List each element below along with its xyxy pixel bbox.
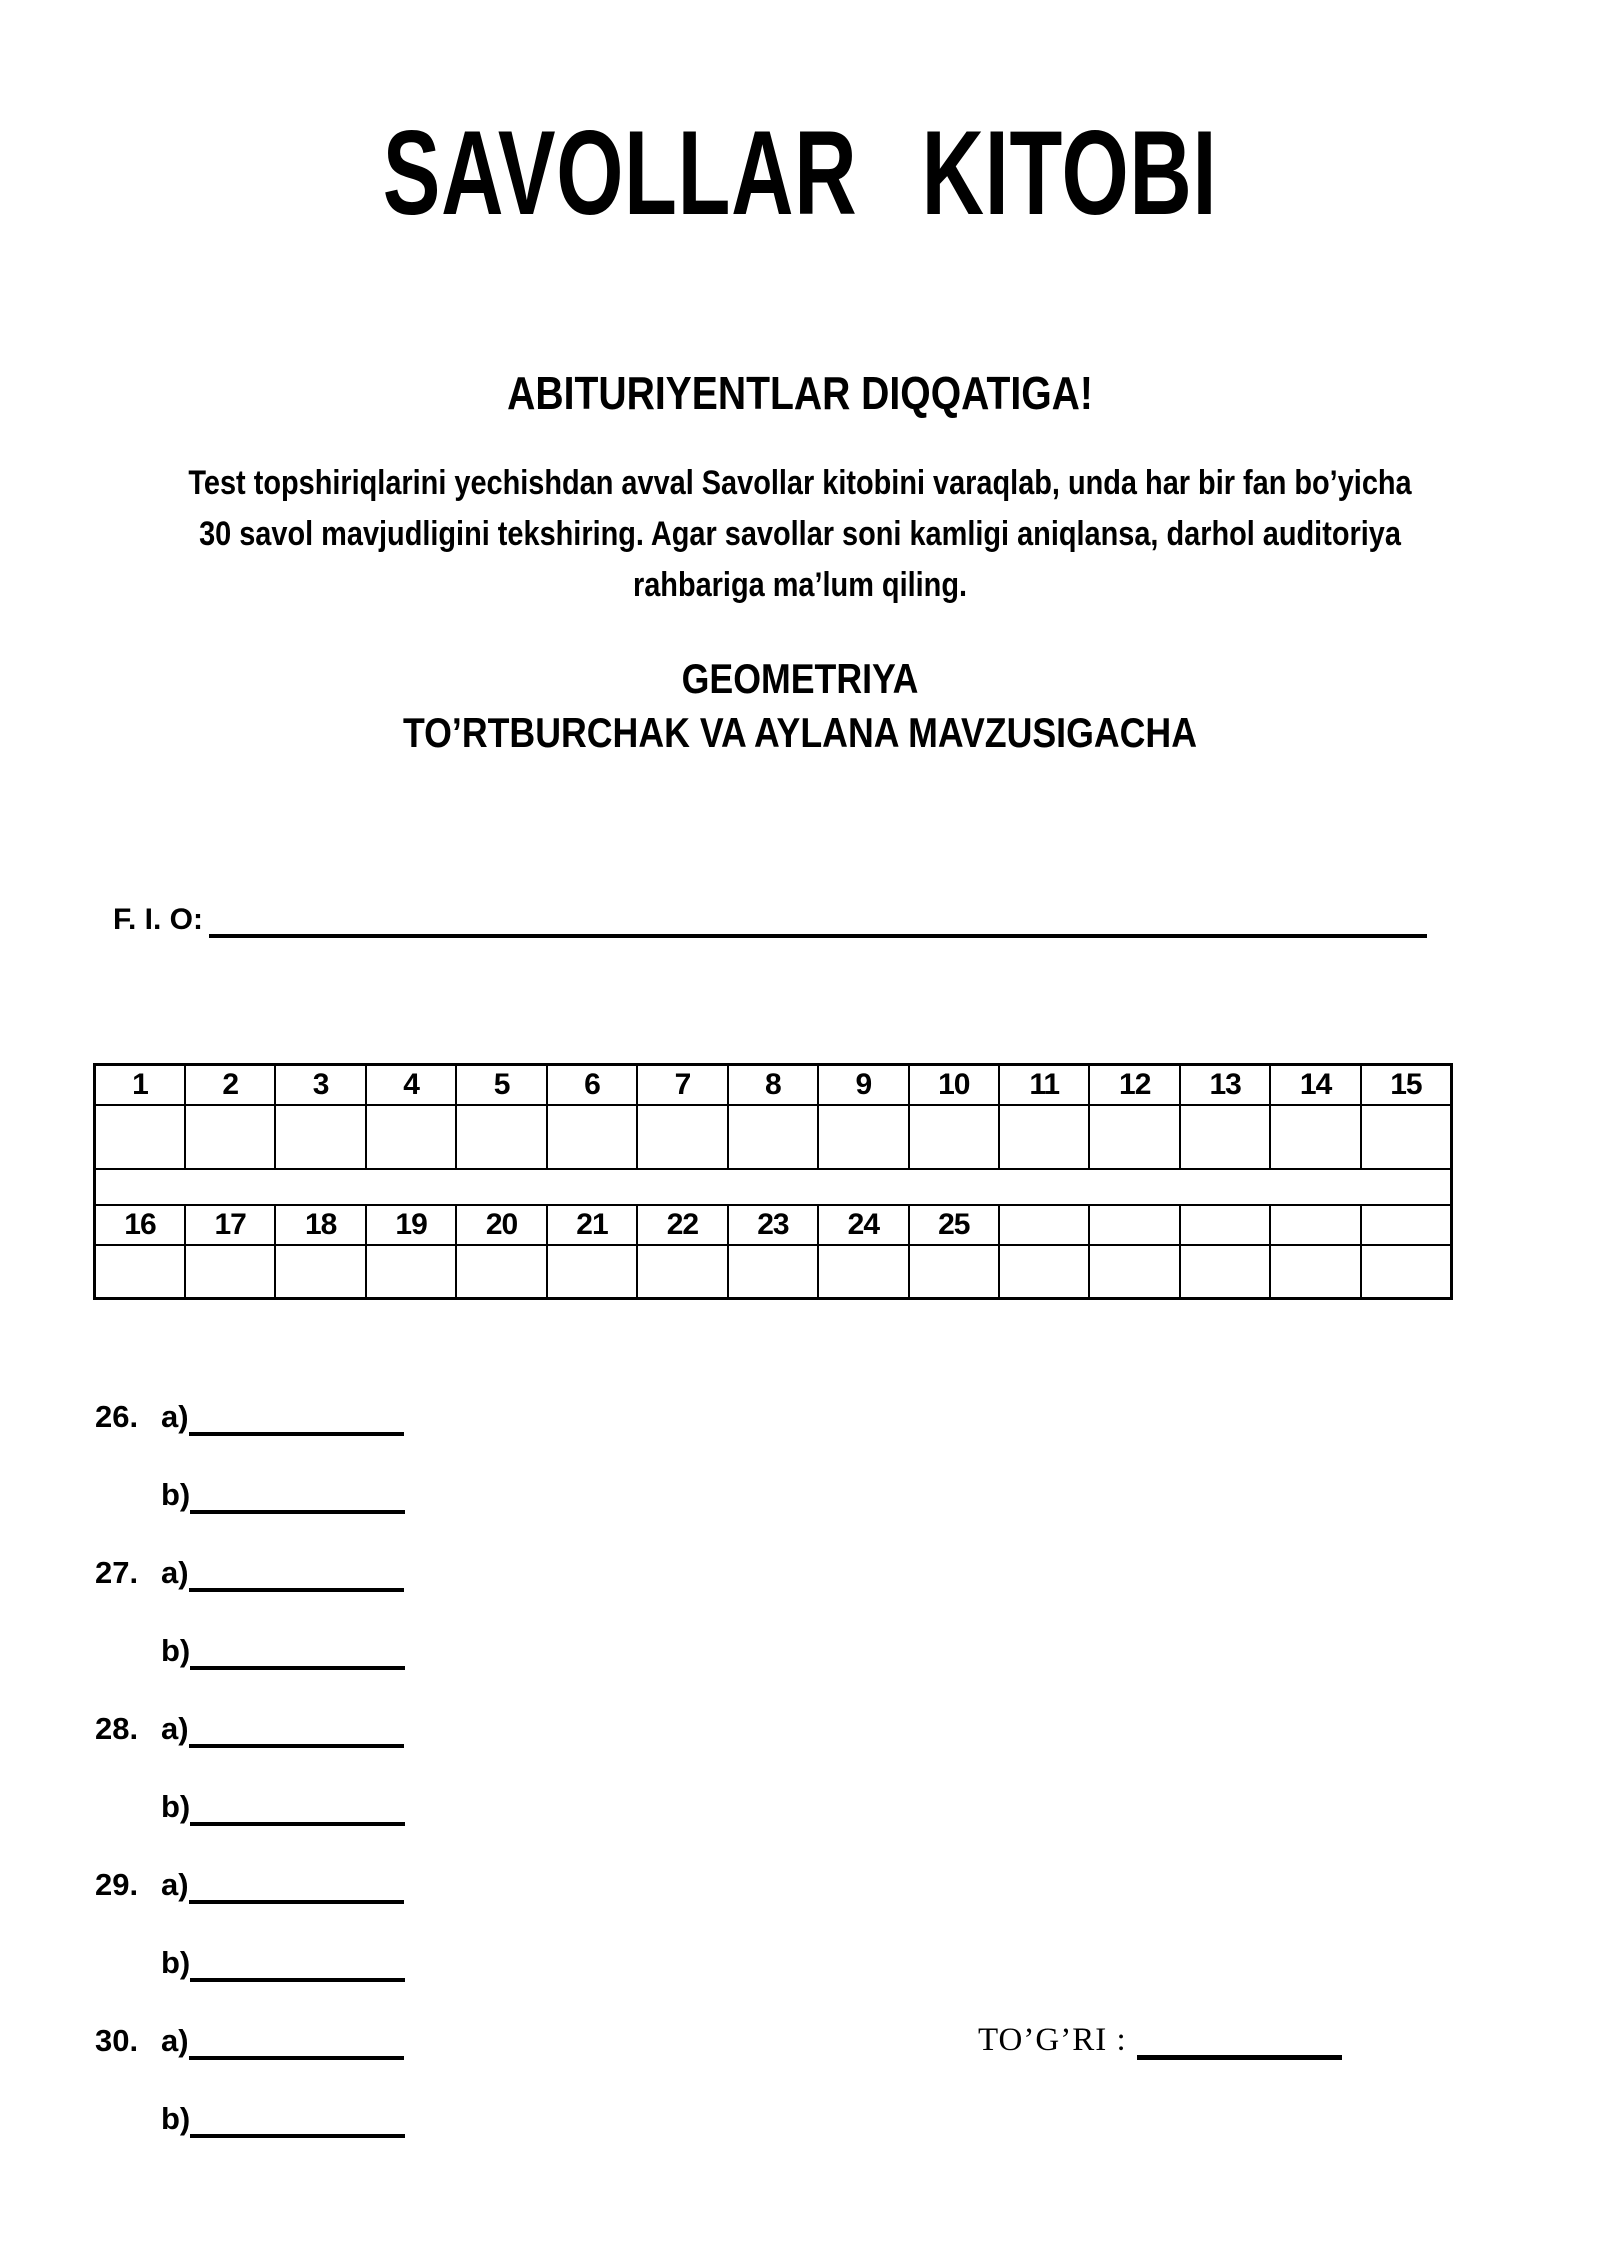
- answer-line-26a: [95, 1399, 404, 1436]
- answer-cell[interactable]: [818, 1245, 908, 1299]
- answer-cell[interactable]: [1089, 1105, 1179, 1169]
- answer-line-28b: [95, 1789, 405, 1826]
- answer-cell[interactable]: [1361, 1105, 1452, 1169]
- item-number: 26.: [95, 1399, 139, 1434]
- answer-blank-28a[interactable]: [189, 1744, 404, 1748]
- answer-cell[interactable]: [1361, 1245, 1452, 1299]
- topic-heading: TO’RTBURCHAK VA AYLANA MAVZUSIGACHA: [402, 709, 1198, 756]
- answer-blank-26a[interactable]: [189, 1432, 404, 1436]
- answer-line-29a: [95, 1867, 404, 1904]
- header-cell-empty: [999, 1205, 1089, 1245]
- fio-row: [113, 903, 1427, 938]
- item-letter: b): [161, 1945, 191, 1980]
- item-letter: a): [161, 1711, 189, 1746]
- answer-blank-29a[interactable]: [189, 1900, 404, 1904]
- answer-blank-27b[interactable]: [190, 1666, 405, 1670]
- notice-line-1: Test topshiriqlarini yechishdan avval Savollar kitobini varaqlab, unda har bir fan bo’yicha: [188, 464, 1412, 502]
- answer-cell[interactable]: [909, 1105, 999, 1169]
- answer-line-30b: [95, 2101, 405, 2138]
- attention-heading: ABITURIYENTLAR DIQQATIGA!: [507, 367, 1093, 419]
- answer-cell[interactable]: [1180, 1245, 1270, 1299]
- answer-blank-27a[interactable]: [189, 1588, 404, 1592]
- answer-cell[interactable]: [95, 1245, 185, 1299]
- answer-cell[interactable]: [275, 1105, 365, 1169]
- table-answer-row-1: [95, 1105, 1452, 1169]
- item-letter: b): [161, 1633, 191, 1668]
- header-cell: 2: [185, 1065, 275, 1105]
- header-cell-empty: [1361, 1205, 1452, 1245]
- header-cell: 22: [637, 1205, 727, 1245]
- item-number: 30.: [95, 2023, 139, 2058]
- item-letter: b): [161, 1789, 191, 1824]
- header-cell: 4: [366, 1065, 456, 1105]
- answer-cell[interactable]: [547, 1105, 637, 1169]
- header-cell: 18: [275, 1205, 365, 1245]
- header-cell: 21: [547, 1205, 637, 1245]
- answer-blank-30b[interactable]: [190, 2134, 405, 2138]
- header-cell: 20: [456, 1205, 546, 1245]
- answer-cell[interactable]: [547, 1245, 637, 1299]
- header-cell: 7: [637, 1065, 727, 1105]
- answer-cell[interactable]: [456, 1245, 546, 1299]
- item-letter: a): [161, 1399, 189, 1434]
- answer-line-27b: [95, 1633, 405, 1670]
- answer-cell[interactable]: [818, 1105, 908, 1169]
- notice-line-2: 30 savol mavjudligini tekshiring. Agar savollar soni kamligi aniqlansa, darhol auditoriya: [199, 515, 1401, 553]
- answer-cell[interactable]: [185, 1105, 275, 1169]
- header-cell-empty: [1180, 1205, 1270, 1245]
- notice-line-3: rahbariga ma’lum qiling.: [632, 566, 968, 604]
- header-cell: 5: [456, 1065, 546, 1105]
- answer-blank-28b[interactable]: [190, 1822, 405, 1826]
- answer-cell[interactable]: [728, 1105, 818, 1169]
- header-cell: 25: [909, 1205, 999, 1245]
- item-number: 29.: [95, 1867, 139, 1902]
- answer-cell[interactable]: [456, 1105, 546, 1169]
- answer-line-26b: [95, 1477, 405, 1514]
- answer-line-27a: [95, 1555, 404, 1592]
- subject-heading: GEOMETRIYA: [681, 655, 919, 702]
- answer-cell[interactable]: [1270, 1105, 1360, 1169]
- header-cell: 8: [728, 1065, 818, 1105]
- page-title: SAVOLLAR KITOBI: [382, 106, 1218, 240]
- answer-line-28a: [95, 1711, 404, 1748]
- header-cell: 9: [818, 1065, 908, 1105]
- header-cell: 17: [185, 1205, 275, 1245]
- item-letter: b): [161, 2101, 191, 2136]
- togri-label: TO’G’RI :: [978, 2022, 1127, 2058]
- answer-cell[interactable]: [999, 1245, 1089, 1299]
- answers-table: [93, 1063, 1453, 1300]
- answer-blank-26b[interactable]: [190, 1510, 405, 1514]
- item-letter: a): [161, 1867, 189, 1902]
- header-cell-empty: [1089, 1205, 1179, 1245]
- header-cell: 15: [1361, 1065, 1452, 1105]
- answer-cell[interactable]: [275, 1245, 365, 1299]
- table-separator-row: [95, 1169, 1452, 1205]
- header-cell: 13: [1180, 1065, 1270, 1105]
- answer-cell[interactable]: [1180, 1105, 1270, 1169]
- item-letter: b): [161, 1477, 191, 1512]
- table-header-row-2: [95, 1205, 1452, 1245]
- answer-cell[interactable]: [1270, 1245, 1360, 1299]
- header-cell: 24: [818, 1205, 908, 1245]
- header-cell: 1: [95, 1065, 185, 1105]
- answer-cell[interactable]: [999, 1105, 1089, 1169]
- notice-paragraph: [120, 458, 1480, 611]
- fio-label: F. I. O:: [113, 903, 203, 936]
- header-cell: 23: [728, 1205, 818, 1245]
- header-cell: 12: [1089, 1065, 1179, 1105]
- answer-cell[interactable]: [95, 1105, 185, 1169]
- togri-row: [978, 2022, 1342, 2060]
- header-cell-empty: [1270, 1205, 1360, 1245]
- table-header-row-1: [95, 1065, 1452, 1105]
- answer-cell[interactable]: [637, 1105, 727, 1169]
- answer-cell[interactable]: [637, 1245, 727, 1299]
- header-cell: 10: [909, 1065, 999, 1105]
- item-letter: a): [161, 2023, 189, 2058]
- answer-cell[interactable]: [185, 1245, 275, 1299]
- item-number: 27.: [95, 1555, 139, 1590]
- header-cell: 11: [999, 1065, 1089, 1105]
- item-number: 28.: [95, 1711, 139, 1746]
- section-headings: [120, 652, 1480, 760]
- answer-cell[interactable]: [909, 1245, 999, 1299]
- answer-line-30a: [95, 2023, 404, 2060]
- answer-line-29b: [95, 1945, 405, 1982]
- answer-blank-29b[interactable]: [190, 1978, 405, 1982]
- answer-blank-30a[interactable]: [189, 2056, 404, 2060]
- answer-cell[interactable]: [366, 1105, 456, 1169]
- header-cell: 6: [547, 1065, 637, 1105]
- table-answer-row-2: [95, 1245, 1452, 1299]
- answer-cell[interactable]: [366, 1245, 456, 1299]
- answer-cell[interactable]: [1089, 1245, 1179, 1299]
- header-cell: 14: [1270, 1065, 1360, 1105]
- header-cell: 19: [366, 1205, 456, 1245]
- togri-input-line[interactable]: [1137, 2055, 1342, 2060]
- item-letter: a): [161, 1555, 189, 1590]
- answer-cell[interactable]: [728, 1245, 818, 1299]
- header-cell: 16: [95, 1205, 185, 1245]
- header-cell: 3: [275, 1065, 365, 1105]
- fio-input-line[interactable]: [209, 934, 1427, 938]
